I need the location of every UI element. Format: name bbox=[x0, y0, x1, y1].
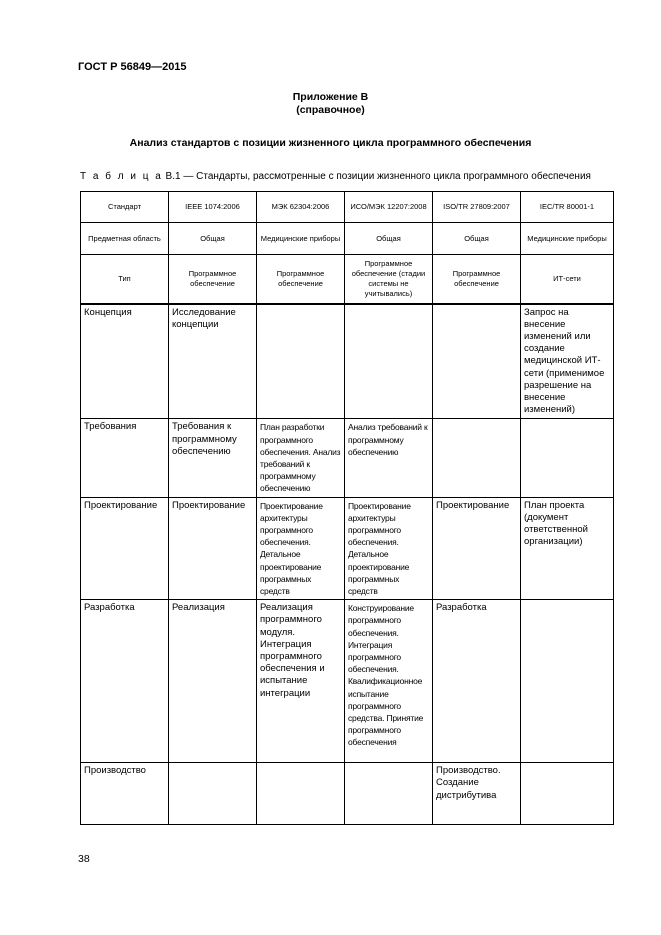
table-row bbox=[81, 600, 614, 763]
header-cell: Общая bbox=[169, 223, 257, 255]
phase-cell: Разработка bbox=[81, 600, 169, 763]
annex-type: (справочное) bbox=[296, 104, 365, 116]
table-cell: Требования к программному обеспечению bbox=[169, 419, 257, 497]
header-cell: Общая bbox=[433, 223, 521, 255]
annex-heading: Анализ стандартов с позиции жизненного цикла программного обеспечения bbox=[129, 137, 532, 149]
table-row bbox=[81, 497, 614, 600]
table-cell: Исследование концепции bbox=[169, 304, 257, 419]
header-cell: ИСО/МЭК 12207:2008 bbox=[345, 192, 433, 223]
table-cell bbox=[521, 419, 614, 497]
table-cell bbox=[433, 419, 521, 497]
header-cell: Медицинские приборы bbox=[521, 223, 614, 255]
table-cell: Разработка bbox=[433, 600, 521, 763]
table-cell: Проектирование bbox=[169, 497, 257, 600]
table-cell bbox=[257, 763, 345, 825]
table-row bbox=[81, 304, 614, 419]
page-number: 38 bbox=[78, 853, 90, 865]
header-cell: ИТ-сети bbox=[521, 255, 614, 304]
header-cell: IEEE 1074:2006 bbox=[169, 192, 257, 223]
table-cell: Проектирование архитектуры программного обеспечения. Детальное проектирование программных средств bbox=[345, 497, 433, 600]
phase-cell: Требования bbox=[81, 419, 169, 497]
table-row bbox=[81, 419, 614, 497]
table-row bbox=[81, 763, 614, 825]
header-cell: Стандарт bbox=[81, 192, 169, 223]
table-cell bbox=[433, 304, 521, 419]
header-cell: Общая bbox=[345, 223, 433, 255]
phase-cell: Производство bbox=[81, 763, 169, 825]
standards-table bbox=[80, 191, 614, 825]
table-caption-label: Т а б л и ц а bbox=[80, 171, 163, 182]
table-cell: План проекта (документ ответственной организации) bbox=[521, 497, 614, 600]
document-id: ГОСТ Р 56849—2015 bbox=[78, 61, 187, 73]
annex-label: Приложение В bbox=[292, 91, 369, 103]
phase-cell: Проектирование bbox=[81, 497, 169, 600]
header-cell: Программное обеспечение bbox=[257, 255, 345, 304]
table-cell: Анализ требований к программному обеспечению bbox=[345, 419, 433, 497]
header-row-standard bbox=[81, 192, 614, 223]
table-cell bbox=[169, 763, 257, 825]
table-cell: Проектирование архитектуры программного обеспечения. Детальное проектирование программных средств bbox=[257, 497, 345, 600]
header-cell: Предметная область bbox=[81, 223, 169, 255]
header-cell: Программное обеспечение bbox=[433, 255, 521, 304]
header-row-type bbox=[81, 255, 614, 304]
annex-title bbox=[0, 91, 661, 117]
table-caption bbox=[80, 171, 591, 182]
phase-cell: Концепция bbox=[81, 304, 169, 419]
header-cell: Тип bbox=[81, 255, 169, 304]
table-cell bbox=[345, 304, 433, 419]
header-cell: МЭК 62304:2006 bbox=[257, 192, 345, 223]
header-row-area bbox=[81, 223, 614, 255]
table-cell bbox=[521, 763, 614, 825]
table-cell bbox=[257, 304, 345, 419]
header-cell: Медицинские приборы bbox=[257, 223, 345, 255]
table-cell bbox=[521, 600, 614, 763]
table-cell: Реализация bbox=[169, 600, 257, 763]
table-cell: Запрос на внесение изменений или создание медицинской ИТ-сети (применимое разрешение на внесение изменений) bbox=[521, 304, 614, 419]
table-cell bbox=[345, 763, 433, 825]
header-cell: ISO/TR 27809:2007 bbox=[433, 192, 521, 223]
table-cell: Конструирование программного обеспечения. Интеграция программного обеспечения. Квалификационное испытание программного средства. Принятие программного обеспечения bbox=[345, 600, 433, 763]
header-cell: Программное обеспечение (стадии системы не учитывались) bbox=[345, 255, 433, 304]
table-cell: Проектирование bbox=[433, 497, 521, 600]
header-cell: Программное обеспечение bbox=[169, 255, 257, 304]
table-cell: Реализация программного модуля. Интеграция программного обеспечения и испытание интеграции bbox=[257, 600, 345, 763]
table-caption-text: В.1 — Стандарты, рассмотренные с позиции жизненного цикла программного обеспечения bbox=[162, 171, 591, 182]
header-cell: IEC/TR 80001-1 bbox=[521, 192, 614, 223]
table-cell: План разработки программного обеспечения. Анализ требований к программному обеспечению bbox=[257, 419, 345, 497]
table-cell: Производство. Создание дистрибутива bbox=[433, 763, 521, 825]
